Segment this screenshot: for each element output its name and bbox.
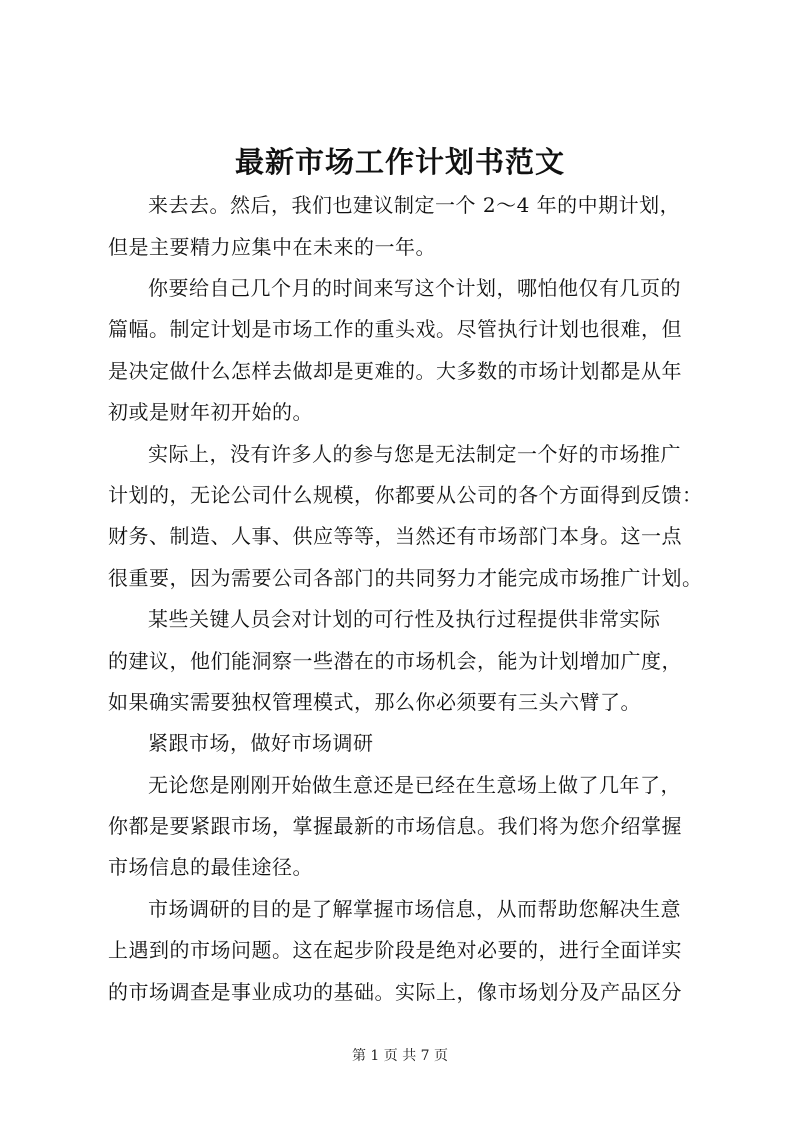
body-line: 市场调研的目的是了解掌握市场信息，从而帮助您解决生意 <box>148 897 681 921</box>
body-line: 的市场调查是事业成功的基础。实际上，像市场划分及产品区分 <box>108 980 682 1004</box>
body-line: 上遇到的市场问题。这在起步阶段是绝对必要的，进行全面详实 <box>108 938 682 962</box>
page-number: 第 1 页 共 7 页 <box>351 1048 449 1064</box>
body-line: 无论您是刚刚开始做生意还是已经在生意场上做了几年了， <box>148 773 681 797</box>
body-line: 你要给自己几个月的时间来写这个计划，哪怕他仅有几页的 <box>148 276 681 300</box>
body-line: 市场信息的最佳途径。 <box>108 855 313 879</box>
section-heading: 紧跟市场，做好市场调研 <box>148 731 374 755</box>
body-line: 的建议，他们能洞察一些潜在的市场机会，能为计划增加广度， <box>108 649 682 673</box>
body-line: 初或是财年初开始的。 <box>108 400 313 424</box>
body-line: 某些关键人员会对计划的可行性及执行过程提供非常实际 <box>148 607 661 631</box>
body-line: 来去去。然后，我们也建议制定一个 2～4 年的中期计划， <box>148 193 681 217</box>
body-line: 计划的，无论公司什么规模，你都要从公司的各个方面得到反馈： <box>108 483 703 507</box>
page-footer <box>0 1046 800 1066</box>
body-line: 你都是要紧跟市场，掌握最新的市场信息。我们将为您介绍掌握 <box>108 814 682 838</box>
body-line: 篇幅。制定计划是市场工作的重头戏。尽管执行计划也很难，但 <box>108 317 682 341</box>
body-line: 实际上，没有许多人的参与您是无法制定一个好的市场推广 <box>148 442 681 466</box>
body-line: 很重要，因为需要公司各部门的共同努力才能完成市场推广计划。 <box>108 566 703 590</box>
body-line: 财务、制造、人事、供应等等，当然还有市场部门本身。这一点 <box>108 524 682 548</box>
body-line: 但是主要精力应集中在未来的一年。 <box>108 235 436 259</box>
body-line: 是决定做什么怎样去做却是更难的。大多数的市场计划都是从年 <box>108 359 682 383</box>
document-title: 最新市场工作计划书范文 <box>234 145 565 179</box>
body-line: 如果确实需要独权管理模式，那么你必须要有三头六臂了。 <box>108 690 641 714</box>
